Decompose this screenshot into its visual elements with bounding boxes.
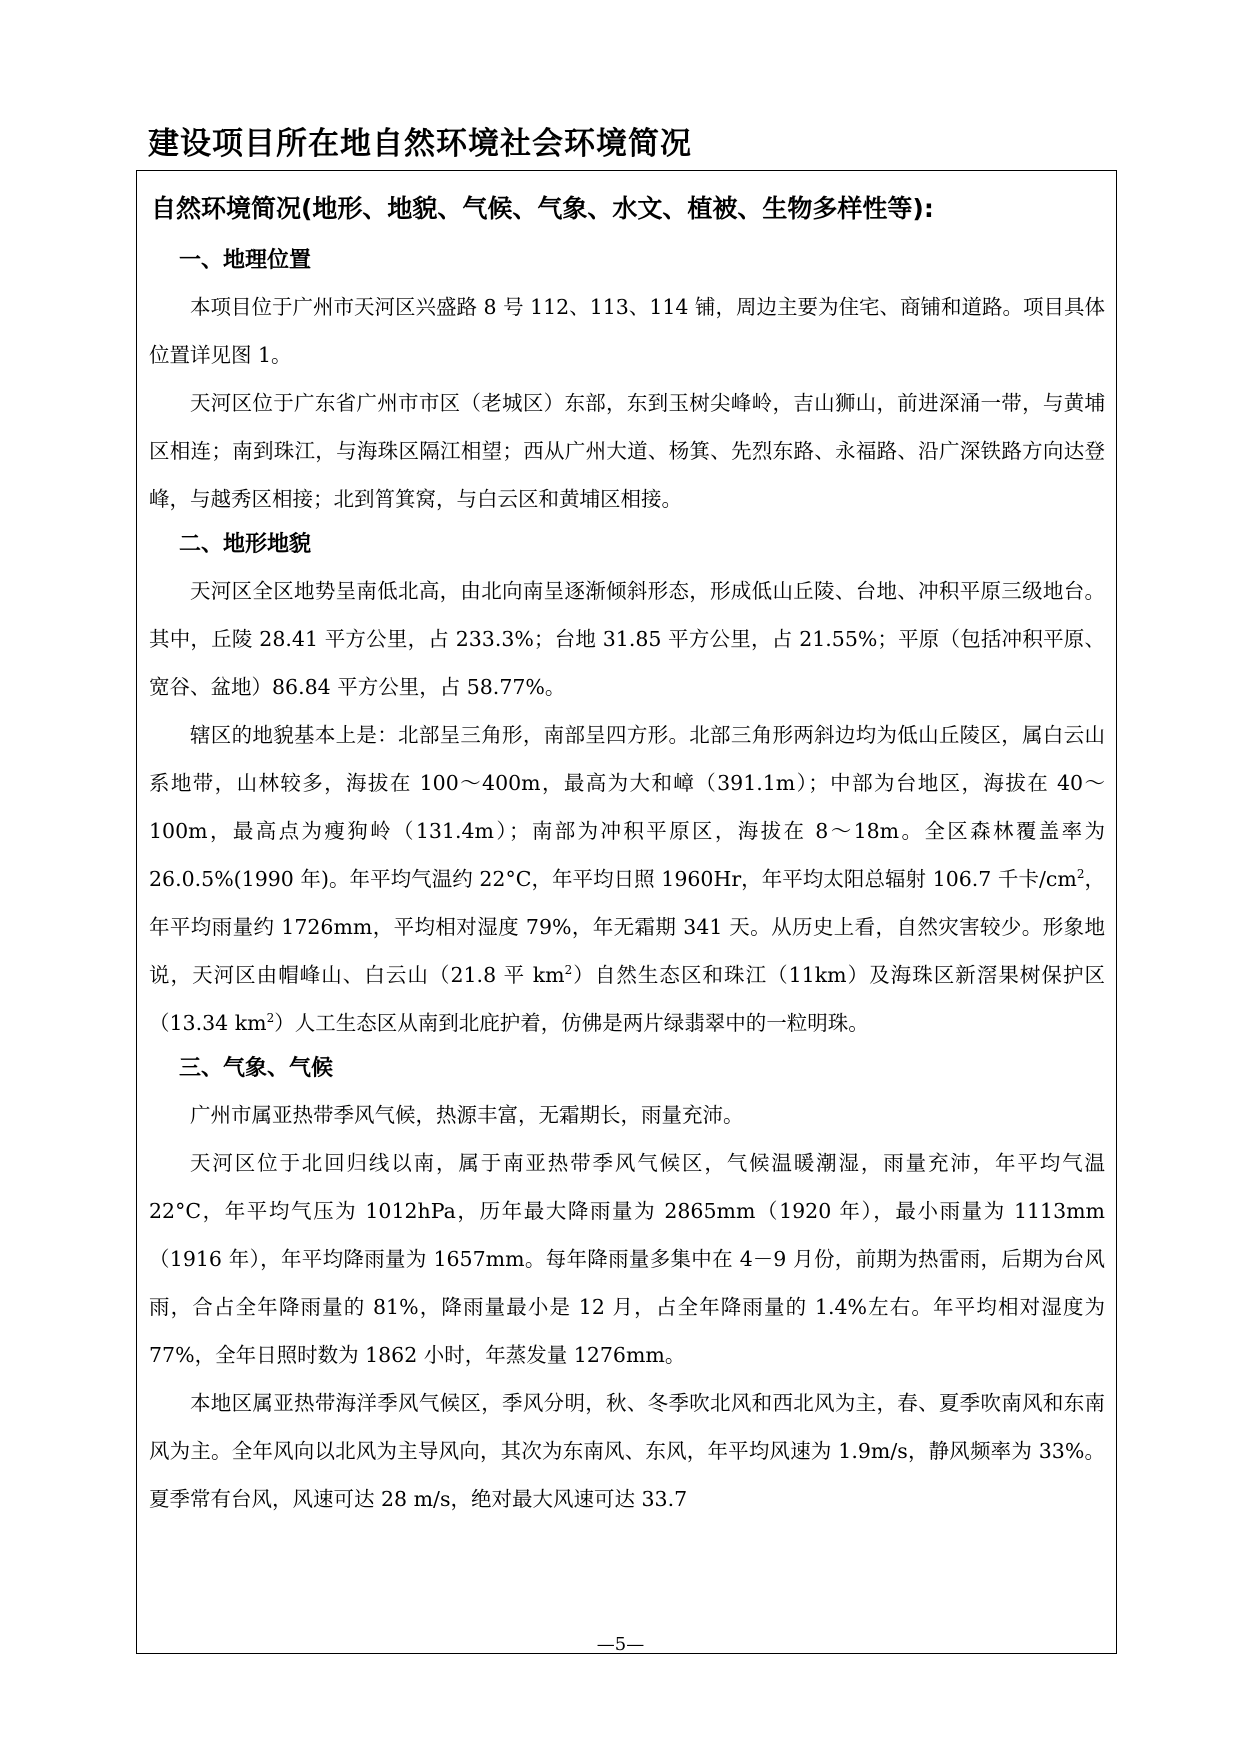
section-heading-climate: 三、气象、气候 [179, 1056, 334, 1081]
paragraph: 广州市属亚热带季风气候，热源丰富，无霜期长，雨量充沛。 [190, 1103, 744, 1127]
paragraph: 本项目位于广州市天河区兴盛路 8 号 112、113、114 铺，周边主要为住宅、商铺和道路。项目具体位置详见图 1。 [149, 295, 1105, 367]
superscript: 2 [266, 1011, 275, 1026]
content-box [136, 170, 1117, 1654]
paragraph-landform [149, 711, 1105, 1047]
text-run: ）人工生态区从南到北庇护着，仿佛是两片绿翡翠中的一粒明珠。 [274, 1011, 869, 1035]
section-heading-terrain: 二、地形地貌 [179, 532, 312, 557]
section-heading-location: 一、地理位置 [179, 248, 312, 273]
paragraph: 本地区属亚热带海洋季风气候区，季风分明，秋、冬季吹北风和西北风为主，春、夏季吹南风和东南风为主。全年风向以北风为主导风向，其次为东南风、东风，年平均风速为 1.9m/s，静风频率为 33%。夏季常有台风，风速可达 28 m/s，绝对最大风速可达 33.7 [149, 1391, 1105, 1511]
page-number: —5— [596, 1634, 645, 1655]
paragraph: 天河区位于广东省广州市市区（老城区）东部，东到玉树尖峰岭，吉山狮山，前进深涌一带，与黄埔区相连；南到珠江，与海珠区隔江相望；西从广州大道、杨箕、先烈东路、永福路、沿广深铁路方向达登峰，与越秀区相接；北到筲箕窝，与白云区和黄埔区相接。 [149, 391, 1105, 511]
text-run: ，年平均雨量约 1726mm，平均相对湿度 79%，年无霜期 341 天。从历史上看，自然灾害较少。形象地说，天河区由帽峰山、白云山（21.8 平 km [149, 867, 1106, 987]
box-heading: 自然环境简况(地形、地貌、气候、气象、水文、植被、生物多样性等): [151, 194, 934, 223]
paragraph: 天河区全区地势呈南低北高，由北向南呈逐渐倾斜形态，形成低山丘陵、台地、冲积平原三级地台。其中，丘陵 28.41 平方公里，占 233.3%；台地 31.85 平方公里，占 21.55%；平原（包括冲积平原、宽谷、盆地）86.84 平方公里，占 58.77%。 [149, 579, 1105, 699]
superscript: 2 [1076, 867, 1085, 882]
text-run: ）自然生态区和珠江（11km）及海珠区新滘果树保护区（13.34 km [149, 963, 1105, 1035]
text-run: 辖区的地貌基本上是：北部呈三角形，南部呈四方形。北部三角形两斜边均为低山丘陵区，属白云山系地带，山林较多，海拔在 100～400m，最高为大和嶂（391.1m）；中部为台地区，海拔在 40～100m，最高点为瘦狗岭（131.4m）；南部为冲积平原区，海拔在 8～18m。全区森林覆盖率为 26.0.5%(1990 年)。年平均气温约 22°C，年平均日照 1960Hr，年平均太阳总辐射 106.7 千卡/cm [149, 723, 1105, 891]
page-title: 建设项目所在地自然环境社会环境简况 [148, 126, 692, 162]
content-body [149, 239, 1105, 1523]
superscript: 2 [564, 963, 573, 978]
paragraph: 天河区位于北回归线以南，属于南亚热带季风气候区，气候温暖潮湿，雨量充沛，年平均气温 22°C，年平均气压为 1012hPa，历年最大降雨量为 2865mm（1920 年），最小雨量为 1113mm（1916 年），年平均降雨量为 1657mm。每年降雨量多集中在 4－9 月份，前期为热雷雨，后期为台风雨，合占全年降雨量的 81%，降雨量最小是 12 月，占全年降雨量的 1.4%左右。年平均相对湿度为 77%，全年日照时数为 1862 小时，年蒸发量 1276mm。 [149, 1151, 1105, 1367]
